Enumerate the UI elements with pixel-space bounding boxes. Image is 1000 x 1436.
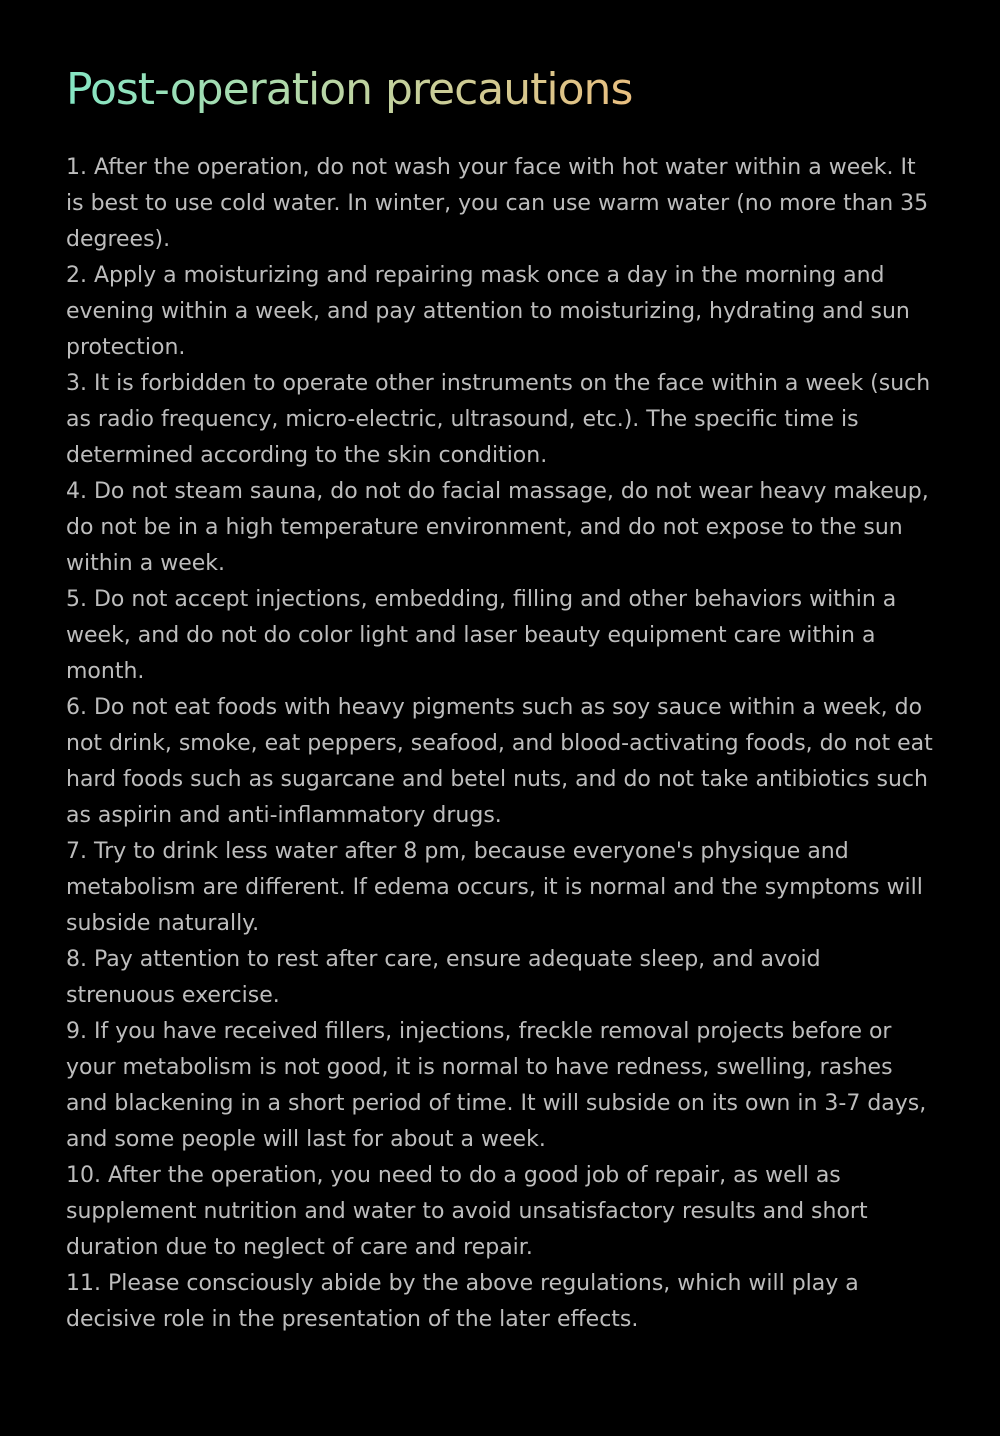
precaution-item-11: 11. Please consciously abide by the above regulations, which will play a decisive role in the presentation of the later effects. [66, 1271, 859, 1332]
precaution-item-2: 2. Apply a moisturizing and repairing mask once a day in the morning and evening within a week, and pay attention to moisturizing, hydrating and sun protection. [66, 263, 910, 360]
precaution-item-5: 5. Do not accept injections, embedding, filling and other behaviors within a week, and do not do color light and laser beauty equipment care within a month. [66, 587, 897, 684]
page-title: Post-operation precautions [66, 58, 632, 122]
precaution-item-8: 8. Pay attention to rest after care, ensure adequate sleep, and avoid strenuous exercise. [66, 947, 821, 1008]
precaution-item-9: 9. If you have received fillers, injections, freckle removal projects before or your metabolism is not good, it is normal to have redness, swelling, rashes and blackening in a short period of time. It will subside on its own in 3-7 days, and some people will last for about a week. [66, 1019, 927, 1152]
document [66, 58, 936, 1332]
precaution-item-6: 6. Do not eat foods with heavy pigments such as soy sauce within a week, do not drink, smoke, eat peppers, seafood, and blood-activating foods, do not eat hard foods such as sugarcane and betel nuts, and do not take antibiotics such as aspirin and anti-inflammatory drugs. [66, 695, 933, 828]
precaution-item-7: 7. Try to drink less water after 8 pm, because everyone's physique and metabolism are different. If edema occurs, it is normal and the symptoms will subside naturally. [66, 839, 923, 936]
precaution-item-1: 1. After the operation, do not wash your face with hot water within a week. It is best to use cold water. In winter, you can use warm water (no more than 35 degrees). [66, 155, 929, 252]
precautions-list [66, 150, 936, 1338]
precaution-item-10: 10. After the operation, you need to do a good job of repair, as well as supplement nutrition and water to avoid unsatisfactory results and short duration due to neglect of care and repair. [66, 1163, 868, 1260]
precaution-item-4: 4. Do not steam sauna, do not do facial massage, do not wear heavy makeup, do not be in a high temperature environment, and do not expose to the sun within a week. [66, 479, 929, 576]
precaution-item-3: 3. It is forbidden to operate other instruments on the face within a week (such as radio frequency, micro-electric, ultrasound, etc.). The specific time is determined according to the skin condition. [66, 371, 931, 468]
